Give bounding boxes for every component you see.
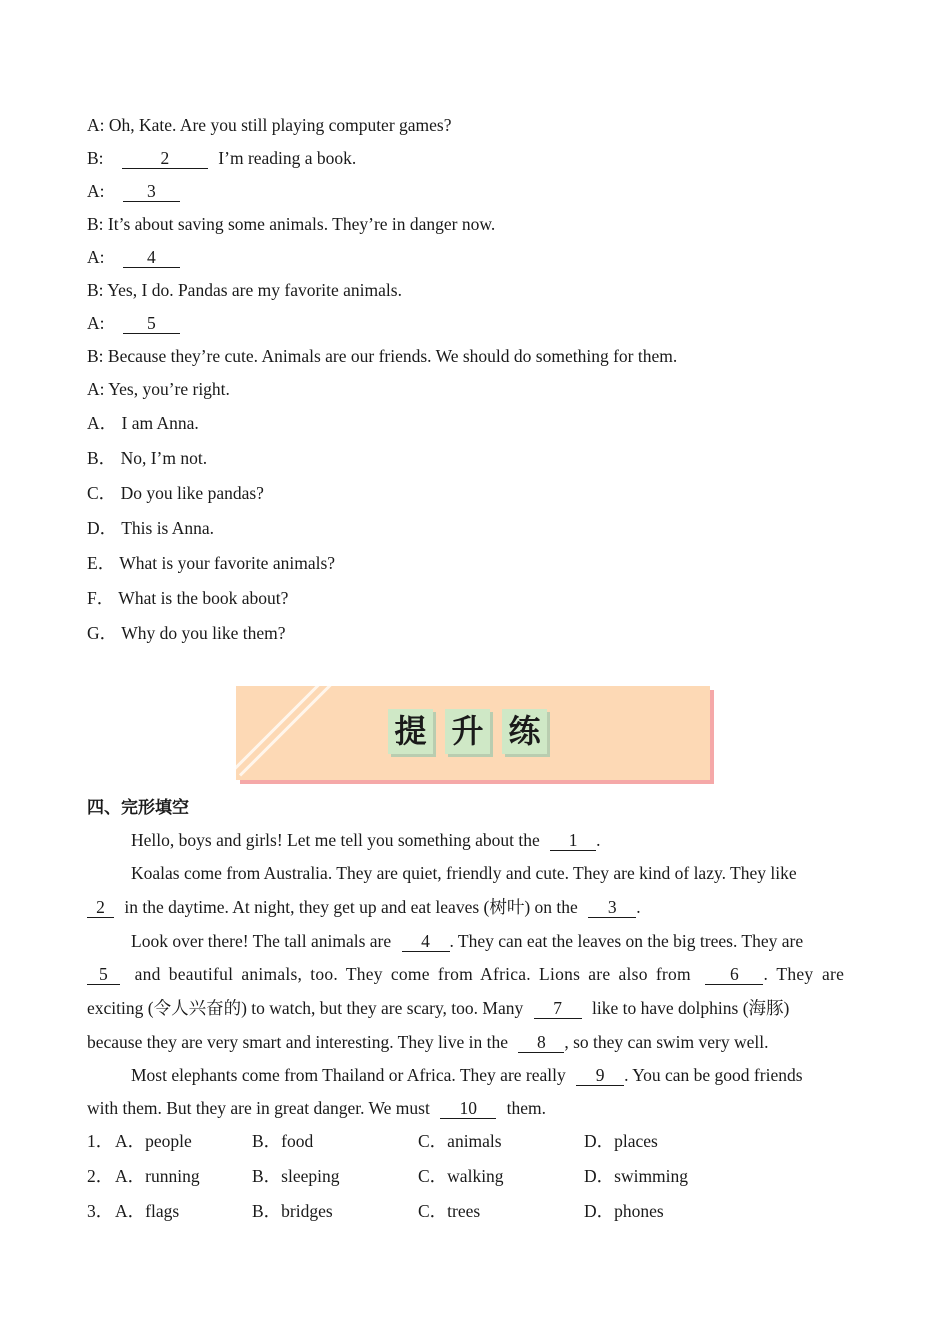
cloze-blank-2[interactable]: 2 [87, 898, 114, 918]
cloze-blank-9[interactable]: 9 [576, 1066, 624, 1086]
passage-line-7: because they are very smart and interesting. They live in the 8 , so they can swim very well. [87, 1032, 769, 1052]
cloze-blank-4[interactable]: 4 [402, 932, 450, 952]
option-c[interactable]: C．walking [418, 1166, 504, 1186]
option-b[interactable]: B．sleeping [252, 1166, 340, 1186]
dialogue-line-1: A: Oh, Kate. Are you still playing computer games? [87, 115, 452, 135]
option-a[interactable]: A．people [115, 1131, 192, 1151]
option-b[interactable]: B．food [252, 1131, 314, 1151]
passage-line-3: 2 in the daytime. At night, they get up and eat leaves (树叶) on the 3 . [87, 896, 641, 918]
question-number: 1． [87, 1131, 114, 1151]
banner-stripe-decoration [236, 686, 336, 780]
cloze-blank-8[interactable]: 8 [518, 1033, 564, 1053]
choice-d: D． This is Anna. [87, 518, 215, 538]
passage-line-2: Koalas come from Australia. They are quiet, friendly and cute. They are kind of lazy. They like [131, 863, 797, 883]
dialogue-line-9: A: Yes, you’re right. [87, 379, 230, 399]
choice-a: A． I am Anna. [87, 413, 199, 433]
section-banner [236, 686, 710, 780]
choice-e: E． What is your favorite animals? [87, 553, 336, 573]
option-c[interactable]: C．animals [418, 1131, 502, 1151]
option-a[interactable]: A．flags [115, 1201, 180, 1221]
dialogue-line-5: A: 4 [87, 246, 180, 268]
option-d[interactable]: D．places [584, 1131, 658, 1151]
passage-line-4: Look over there! The tall animals are 4 . They can eat the leaves on the big trees. They are [131, 931, 804, 951]
dialogue-line-6: B: Yes, I do. Pandas are my favorite animals. [87, 280, 402, 300]
answer-blank-2[interactable]: 2 [122, 149, 208, 169]
dialogue-line-7: A: 5 [87, 312, 180, 334]
choice-g: G． Why do you like them? [87, 623, 286, 643]
cloze-blank-1[interactable]: 1 [550, 831, 596, 851]
dialogue-line-2: B: 2 I’m reading a book. [87, 148, 357, 168]
section-heading: 四、完形填空 [87, 798, 189, 818]
cloze-blank-3[interactable]: 3 [588, 898, 636, 918]
cloze-blank-10[interactable]: 10 [440, 1099, 496, 1119]
passage-line-6: exciting (令人兴奋的) to watch, but they are scary, too. Many 7 like to have dolphins (海豚) [87, 998, 790, 1018]
dialogue-line-4: B: It’s about saving some animals. They’re in danger now. [87, 214, 496, 234]
passage-line-1: Hello, boys and girls! Let me tell you something about the 1 . [131, 830, 601, 850]
option-d[interactable]: D．swimming [584, 1166, 689, 1186]
dialogue-line-8: B: Because they’re cute. Animals are our friends. We should do something for them. [87, 346, 678, 366]
question-number: 2． [87, 1166, 114, 1186]
choice-c: C． Do you like pandas? [87, 483, 264, 503]
option-c[interactable]: C．trees [418, 1201, 481, 1221]
answer-blank-5[interactable]: 5 [123, 314, 180, 334]
choice-b: B． No, I’m not. [87, 448, 208, 468]
answer-blank-3[interactable]: 3 [123, 182, 180, 202]
option-a[interactable]: A．running [115, 1166, 200, 1186]
answer-blank-4[interactable]: 4 [123, 248, 180, 268]
passage-line-8: Most elephants come from Thailand or Africa. They are really 9 . You can be good friends [131, 1065, 803, 1085]
choice-f: F． What is the book about? [87, 588, 289, 608]
cloze-blank-6[interactable]: 6 [705, 965, 763, 985]
cloze-blank-5[interactable]: 5 [87, 965, 120, 985]
cloze-blank-7[interactable]: 7 [534, 999, 582, 1019]
banner-char-3: 练 [502, 709, 547, 754]
option-d[interactable]: D．phones [584, 1201, 664, 1221]
banner-char-2: 升 [445, 709, 490, 754]
question-number: 3． [87, 1201, 114, 1221]
banner-title [388, 709, 547, 754]
banner-char-1: 提 [388, 709, 433, 754]
passage-line-9: with them. But they are in great danger. We must 10 them. [87, 1098, 546, 1118]
dialogue-line-3: A: 3 [87, 180, 180, 202]
option-b[interactable]: B．bridges [252, 1201, 333, 1221]
passage-line-5: 5 and beautiful animals, too. They come from Africa. Lions are also from 6 . They are [87, 963, 864, 985]
